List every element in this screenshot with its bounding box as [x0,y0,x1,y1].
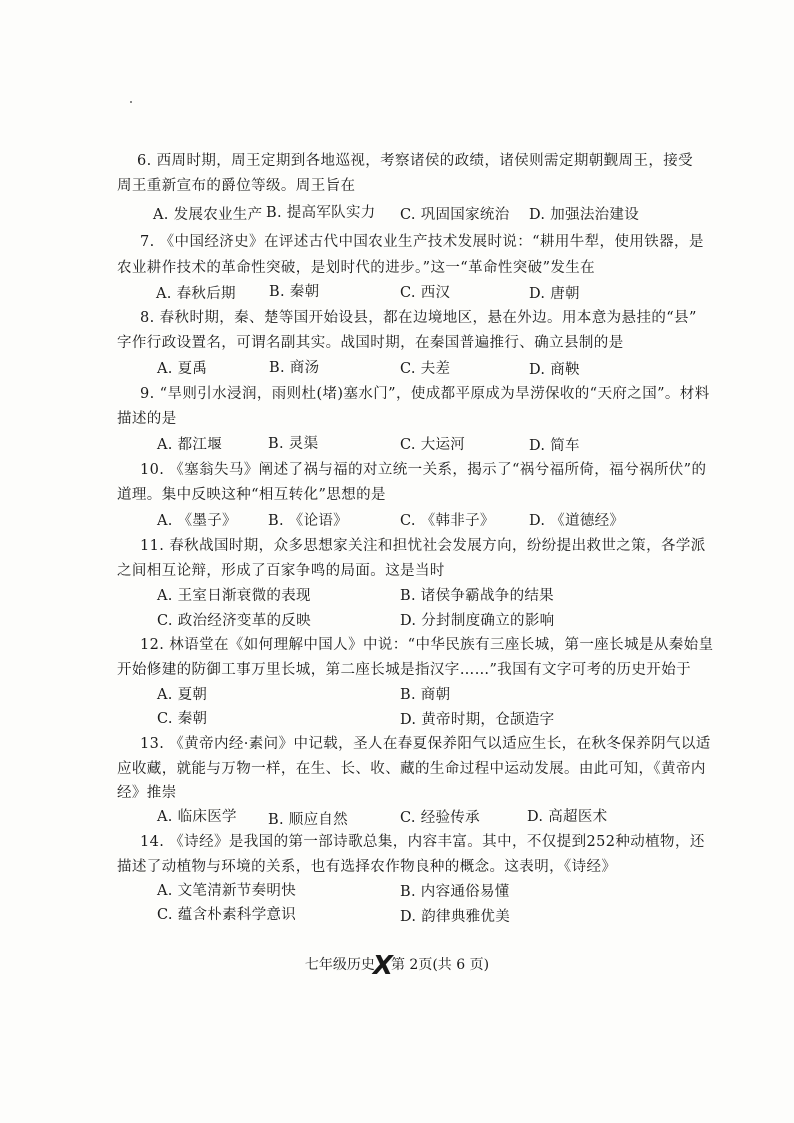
question-11-option-d: D. 分封制度确立的影响 [400,613,555,629]
question-10-option-c: C. 《韩非子》 [400,513,495,529]
question-12-option-a: A. 夏朝 [157,687,208,703]
question-13-option-c: C. 经验传承 [400,810,480,826]
question-8-line-1: 8. 春秋时期，秦、楚等国开始设县，都在边境地区，悬在外边。用本意为悬挂的“县” [140,310,697,326]
question-6-option-b: B. 提高军队实力 [266,205,376,221]
question-6-line-2: 周王重新宣布的爵位等级。周王旨在 [117,178,356,194]
question-10-option-b: B. 《论语》 [268,513,348,529]
question-9-option-b: B. 灵渠 [268,436,319,452]
question-10-option-a: A. 《墨子》 [157,513,237,529]
question-12-option-d: D. 黄帝时期，仓颉造字 [400,712,555,728]
question-7-option-d: D. 唐朝 [529,286,580,302]
question-11-line-1: 11. 春秋战国时期，众多思想家关注和担忧社会发展方向，纷纷提出救世之策，各学派 [140,538,706,554]
question-13-option-d: D. 高超医术 [527,809,608,825]
question-10-line-2: 道理。集中反映这种“相互转化”思想的是 [117,487,386,503]
footer-page-number: 第 2页(共 6 页) [390,957,490,973]
question-11-option-b: B. 诸侯争霸战争的结果 [400,588,554,604]
question-14-option-c: C. 蕴含朴素科学意识 [157,907,297,923]
question-14-option-b: B. 内容通俗易懂 [400,884,510,900]
question-8-option-d: D. 商鞅 [529,362,580,378]
question-7-option-a: A. 春秋后期 [156,286,236,302]
question-8-line-2: 字作行政设置名，可谓名副其实。战国时期，在秦国普遍推行、确立县制的是 [117,335,624,351]
question-6-option-c: C. 巩固国家统治 [400,207,510,223]
question-13-line-3: 经》推崇 [117,785,177,801]
question-9-line-1: 9. “旱则引水浸润，雨则杜(堵)塞水门”，使成都平原成为旱涝保收的“天府之国”。材料 [140,386,710,402]
question-9-option-c: C. 大运河 [400,437,466,453]
question-12-option-c: C. 秦朝 [157,711,208,727]
question-9-line-2: 描述的是 [117,411,177,427]
question-13-option-b: B. 顺应自然 [268,812,348,828]
question-9-option-d: D. 简车 [529,438,580,454]
question-7-line-1: 7. 《中国经济史》在评述古代中国农业生产技术发展时说：“耕用牛犁，使用铁器，是 [140,234,704,250]
question-10-option-d: D. 《道德经》 [529,513,625,529]
question-7-option-c: C. 西汉 [400,285,451,301]
question-11-option-c: C. 政治经济变革的反映 [157,613,311,629]
question-14-line-2: 描述了动植物与环境的关系，也有选择农作物良种的概念。这表明，《诗经》 [117,859,617,875]
question-12-option-b: B. 商朝 [400,687,451,703]
question-12-line-2: 开始修建的防御工事万里长城，第二座长城是指汉字……”我国有文字可考的历史开始于 [117,662,692,678]
question-13-option-a: A. 临床医学 [157,809,237,825]
question-8-option-b: B. 商汤 [269,360,320,376]
footer-stamp-mark: X [372,951,393,981]
question-14-line-1: 14. 《诗经》是我国的第一部诗歌总集，内容丰富。其中，不仅提到252种动植物，还 [140,834,705,850]
question-14-option-a: A. 文笔清新节奏明快 [157,883,296,899]
question-11-option-a: A. 王室日渐衰微的表现 [157,588,311,604]
question-6-line-1: 6. 西周时期，周王定期到各地巡视，考察诸侯的政绩，诸侯则需定期朝觐周王，接受 [137,153,694,169]
question-6-option-a: A. 发展农业生产 [153,207,263,223]
question-10-line-1: 10. 《塞翁失马》阐述了祸与福的对立统一关系，揭示了“祸兮福所倚，福兮祸所伏”的 [140,462,707,478]
page-footer [0,951,794,981]
question-12-line-1: 12. 林语堂在《如何理解中国人》中说：“中华民族有三座长城，第一座长城是从秦始皇 [140,637,714,653]
question-8-option-c: C. 夫差 [400,361,451,377]
question-11-line-2: 之间相互论辩，形成了百家争鸣的局面。这是当时 [117,563,445,579]
question-13-line-2: 应收藏，就能与万物一样，在生、长、收、藏的生命过程中运动发展。由此可知，《黄帝内 [117,761,706,777]
question-6-option-d: D. 加强法治建设 [529,207,640,223]
footer-subject: 七年级历史 [304,957,375,973]
scan-speck [130,101,132,103]
question-14-option-d: D. 韵律典雅优美 [400,909,511,925]
question-13-line-1: 13. 《黄帝内经·素问》中记载，圣人在春夏保养阳气以适应生长，在秋冬保养阴气以适 [140,736,711,752]
question-7-line-2: 农业耕作技术的革命性突破，是划时代的进步。”这一“革命性突破”发生在 [117,260,596,276]
question-8-option-a: A. 夏禹 [157,361,208,377]
question-7-option-b: B. 秦朝 [269,284,320,300]
question-9-option-a: A. 都江堰 [157,437,222,453]
